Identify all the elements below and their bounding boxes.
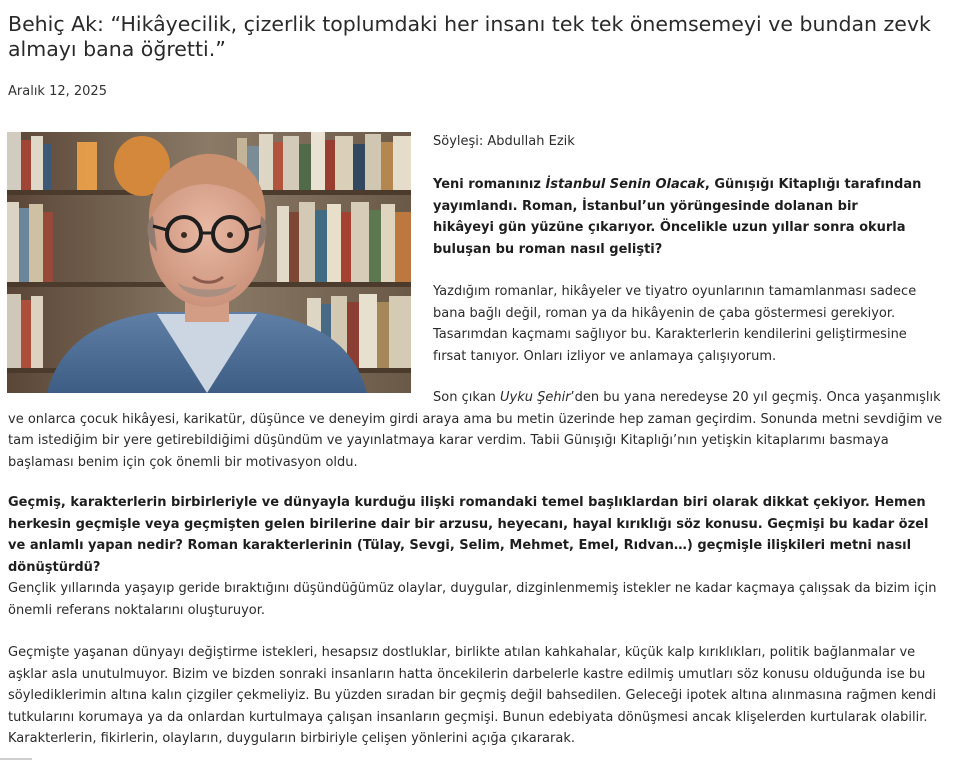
question-1: Yeni romanınız İstanbul Senin Olacak, Günışığı Kitaplığı tarafından yayımlandı. Roman, İstanbul’un yörüngesinde dolanan bir hikâyeyi gün yüzüne çıkarıyor. Öncelikle uzun yıllar sonra okurla buluşan bu roman nasıl gelişti? (433, 177, 922, 257)
byline: Söyleşi: Abdullah Ezik (433, 134, 575, 149)
answer-1-paragraph-1: Yazdığım romanlar, hikâyeler ve tiyatro oyunlarının tamamlanması sadece bana bağlı değil, roman ya da hikâyenin de çaba göstermesi gerekiyor. Tasarımdan kaçmamı sağlıyor bu. Karakterlerin kendilerini geliştirmesine fırsat tanıyor. Onları izliyor ve anlamaya çalışıyorum. (433, 284, 917, 364)
book-title: İstanbul Senin Olacak (545, 177, 705, 192)
answer-1-paragraph-2: Son çıkan Uyku Şehir’den bu yana neredeyse 20 yıl geçmiş. Onca yaşanmışlık ve onlarca çocuk hikâyesi, karikatür, düşünce ve deneyim girdi araya ama bu metin üzerinde hep zaman geçirdim. Sonunda metni sevdiğim ve tam istediğim bir yere getirebildiğimi düşündüm ve yayınlatmaya karar verdim. Tabii Günışığı Kitaplığı’nın yetişkin kitaplarımı basmaya başlaması benim için çok önemli bir motivasyon oldu. (8, 390, 943, 470)
answer-2-paragraph-2: Geçmişte yaşanan dünyayı değiştirme istekleri, hesapsız dostluklar, birlikte atılan kahkahalar, küçük kalp kırıklıkları, politik bağlanmalar ve aşklar asla unutulmuyor. Bizim ve bizden sonraki insanların hatta öncekilerin darbelerle kastre edilmiş umutları söz konusu olduğunda ise bu söylediklerimin altına kalın çizgiler çekmeliyiz. Bu yüzden sıradan bir geçmiş değil bahsedilen. Geleceği ipotek altına alınmasına rağmen kendi tutkularını korumaya ya da onlardan kurtulmaya çalışan insanların geçmişi. Bunun edebiyata dönüşmesi ancak klişelerden kurtularak olabilir. Karakterlerin, fikirlerin, olayların, duyguların birbiriyle çelişen yönlerini açığa çıkararak. (8, 645, 937, 746)
answer-2-paragraph-1: Gençlik yıllarında yaşayıp geride bıraktığını düşündüğümüz olaylar, duygular, dizginlenmemiş istekler ne kadar kaçmaya çalışsak da bizim için önemli referans noktalarını oluşturuyor. (8, 581, 937, 618)
question-2: Geçmiş, karakterlerin birbirleriyle ve dünyayla kurduğu ilişki romandaki temel başlıklardan biri olarak dikkat çekiyor. Hemen herkesin geçmişle veya geçmişten gelen birilerine dair bir arzusu, heyecanı, hayal kırıklığı söz konusu. Geçmişi bu kadar özel ve anlamlı yapan nedir? Roman karakterlerinin (Tülay, Sevgi, Selim, Mehmet, Emel, Rıdvan…) geçmişle ilişkileri metni nasıl dönüştürdü? (8, 495, 929, 575)
article-title: Behiç Ak: “Hikâyecilik, çizerlik toplumdaki her insanı tek tek önemsemeyi ve bundan zevk almayı bana öğretti.” (8, 12, 931, 61)
author-photo (7, 132, 411, 393)
book-title: Uyku Şehir (499, 390, 571, 405)
article-date: Aralık 12, 2025 (8, 84, 107, 99)
author-portrait-icon (7, 132, 411, 393)
